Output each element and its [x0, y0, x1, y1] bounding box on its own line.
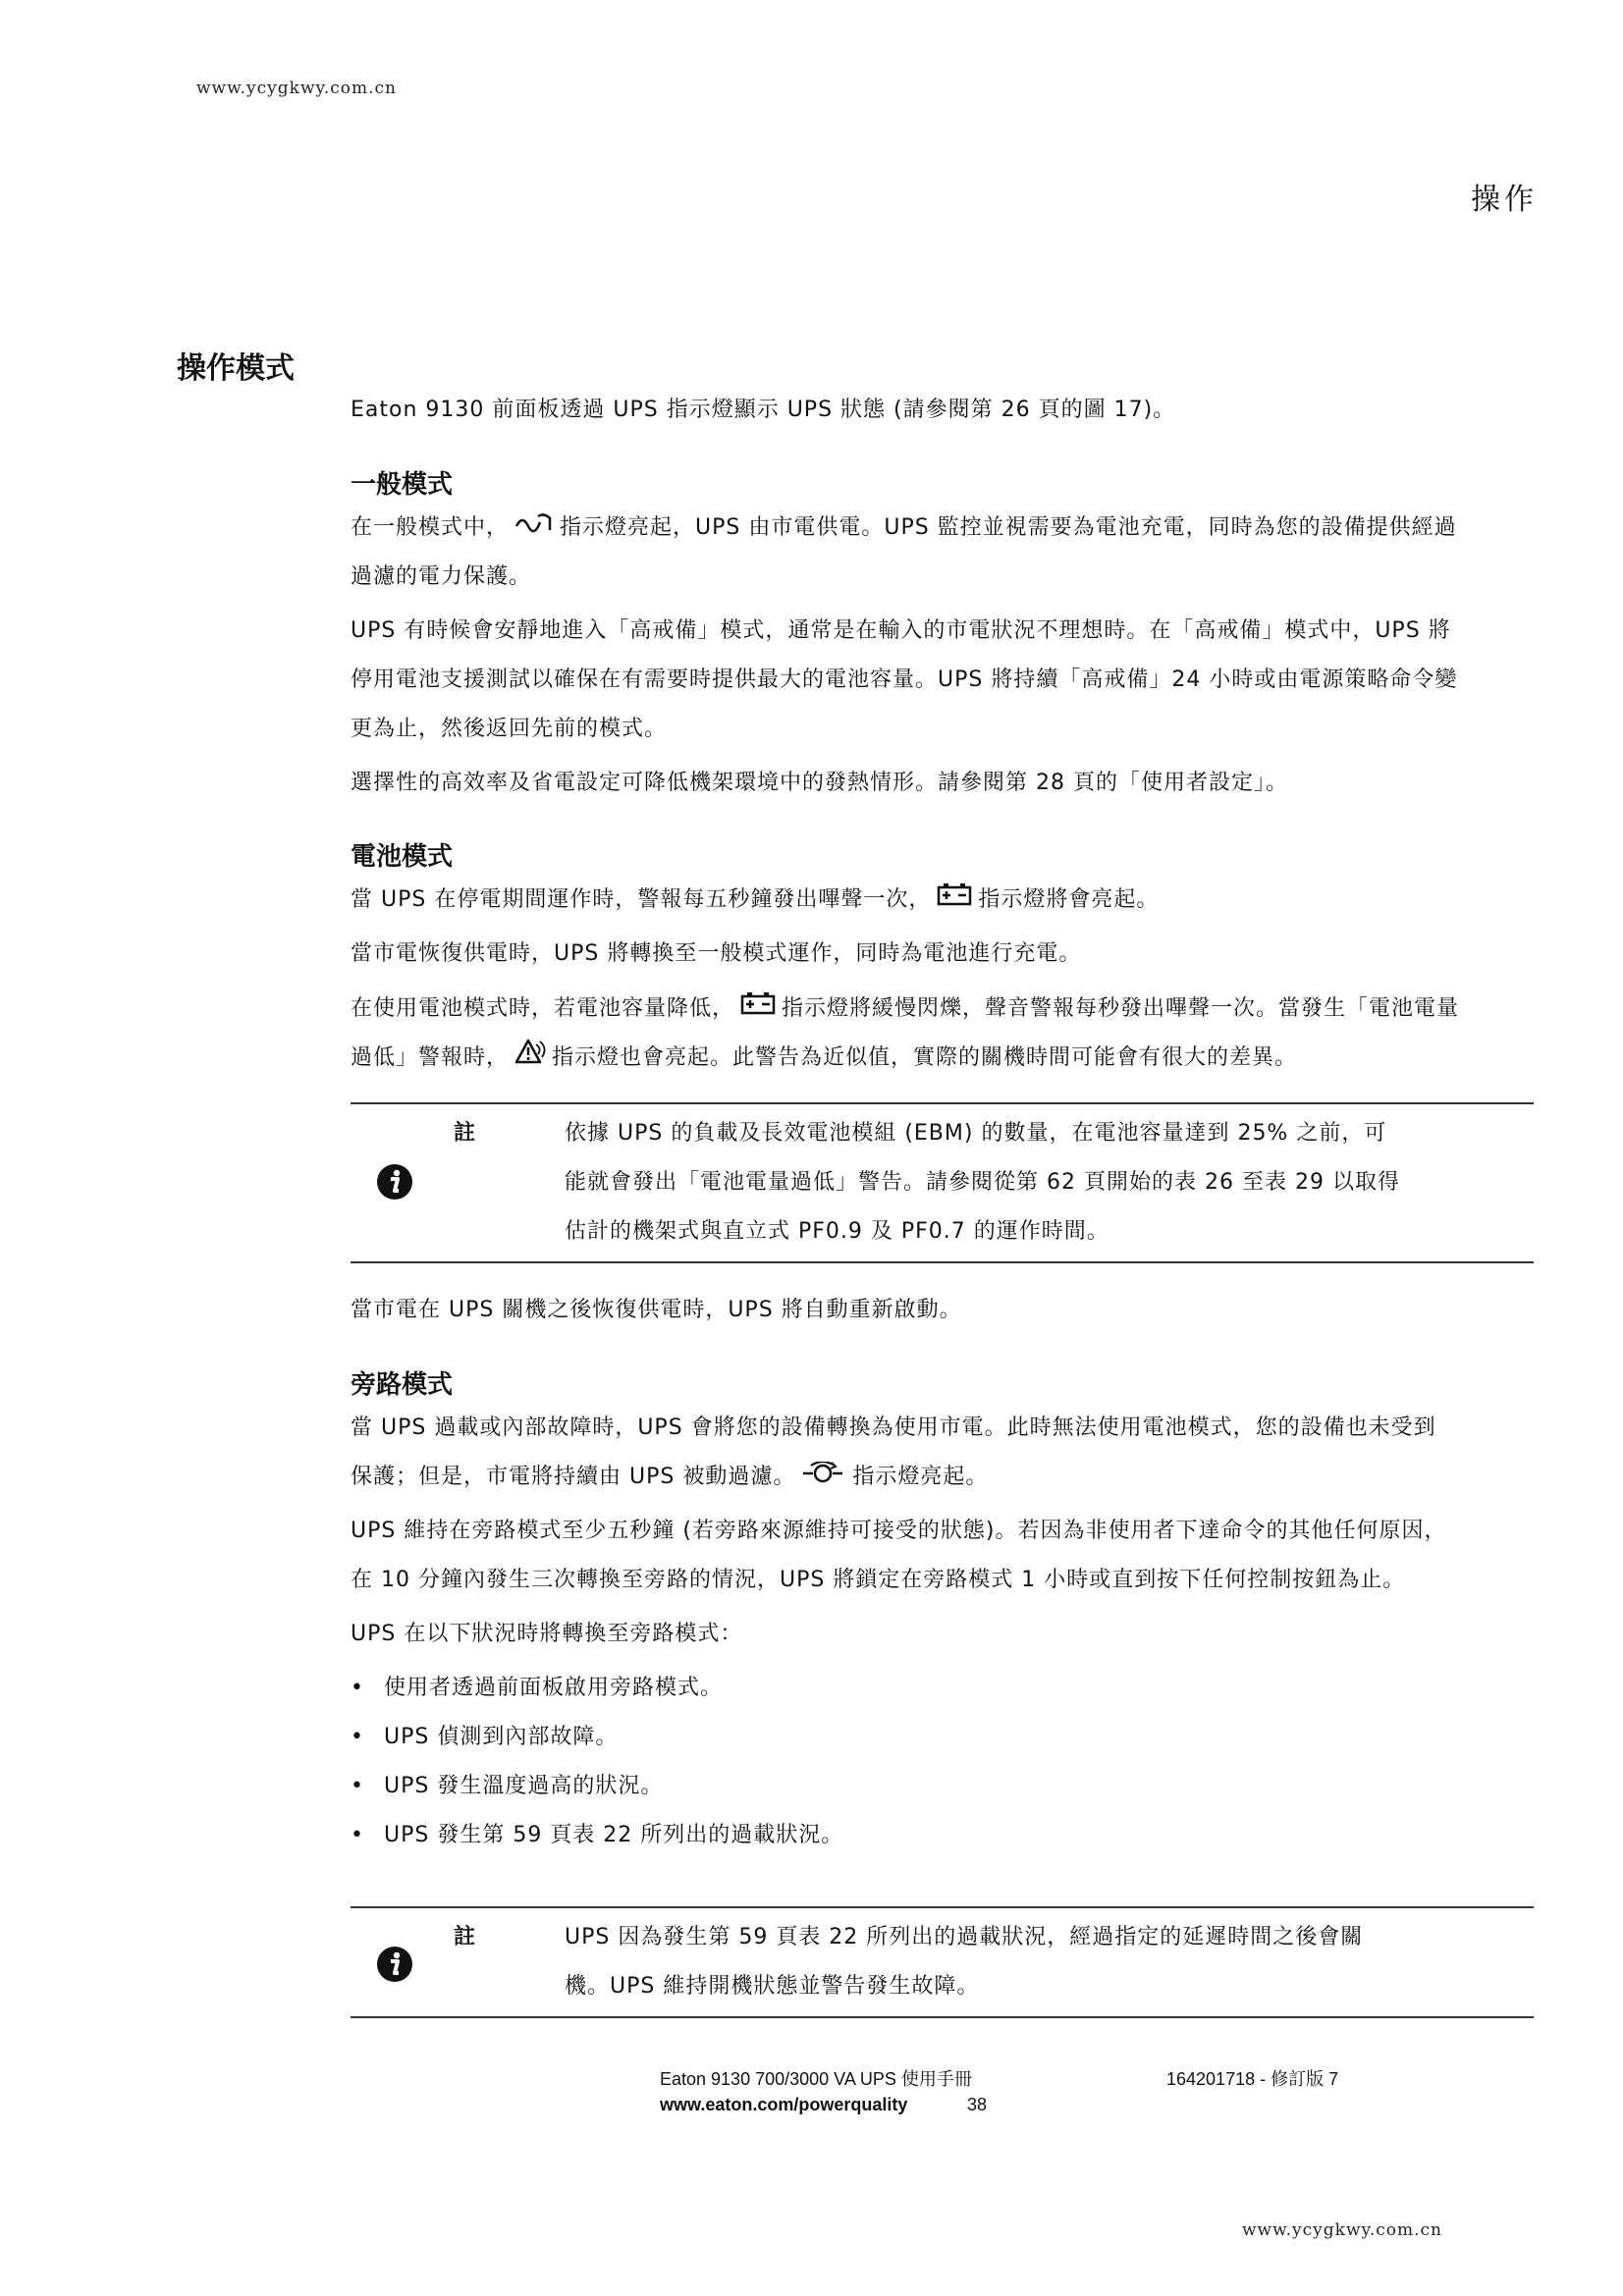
- battery-note-line1: 依據 UPS 的負載及長效電池模組 (EBM) 的數量，在電池容量達到 25% 之前，可: [565, 1121, 1387, 1146]
- battery-icon: [740, 985, 776, 1034]
- bypass-mode-p2-line2: 在 10 分鐘內發生三次轉換至旁路的情況，UPS 將鎖定在旁路模式 1 小時或直到按下任何控制按鈕為止。: [351, 1568, 1406, 1592]
- battery-note-line3: 估計的機架式與直立式 PF0.9 及 PF0.7 的運作時間。: [565, 1219, 1109, 1244]
- battery-mode-p3-a: 在使用電池模式時，若電池容量降低，: [351, 996, 735, 1021]
- battery-mode-p3-line1: [351, 985, 1459, 1034]
- battery-mode-p2: 當市電恢復供電時，UPS 將轉換至一般模式運作，同時為電池進行充電。: [351, 941, 1082, 966]
- battery-note-line2: 能就會發出「電池電量過低」警告。請參閱從第 62 頁開始的表 26 至表 29 以取得: [565, 1170, 1400, 1195]
- normal-mode-heading: 一般模式: [351, 470, 454, 500]
- footer-manual-title: Eaton 9130 700/3000 VA UPS 使用手冊: [660, 2069, 972, 2089]
- info-icon: [376, 1946, 413, 1983]
- list-item: • UPS 發生溫度過高的狀況。: [351, 1774, 664, 1798]
- battery-mode-p3-b: 指示燈將緩慢閃爍，聲音警報每秒發出嗶聲一次。當發生「電池電量: [782, 996, 1460, 1021]
- bypass-mode-p1-line1: 當 UPS 過載或內部故障時，UPS 會將您的設備轉換為使用市電。此時無法使用電池模式，您的設備也未受到: [351, 1415, 1436, 1440]
- bypass-note-line1: UPS 因為發生第 59 頁表 22 所列出的過載狀況，經過指定的延遲時間之後會關: [565, 1925, 1364, 1949]
- battery-mode-p3-c: 過低」警報時，: [351, 1045, 510, 1070]
- list-item-text: 使用者透過前面板啟用旁路模式。: [384, 1676, 724, 1700]
- battery-mode-p4: 當市電在 UPS 關機之後恢復供電時，UPS 將自動重新啟動。: [351, 1298, 962, 1322]
- note-label: 註: [454, 1925, 476, 1949]
- list-item-text: UPS 發生第 59 頁表 22 所列出的過載狀況。: [384, 1823, 844, 1847]
- intro-paragraph: Eaton 9130 前面板透過 UPS 指示燈顯示 UPS 狀態 (請參閱第 26 頁的圖 17)。: [351, 398, 1176, 422]
- note-label: 註: [454, 1121, 476, 1146]
- bypass-mode-heading: 旁路模式: [351, 1370, 454, 1400]
- bypass-mode-p3: UPS 在以下狀況時將轉換至旁路模式：: [351, 1622, 743, 1646]
- list-item-text: UPS 偵測到內部故障。: [384, 1725, 619, 1749]
- list-item-text: UPS 發生溫度過高的狀況。: [384, 1774, 664, 1798]
- battery-mode-p1-a: 當 UPS 在停電期間運作時，警報每五秒鐘發出嗶聲一次，: [351, 887, 932, 912]
- battery-mode-p1-b: 指示燈將會亮起。: [978, 887, 1160, 912]
- normal-mode-p1-line2: 過濾的電力保護。: [351, 564, 532, 589]
- bypass-note: [351, 1906, 1534, 2018]
- battery-mode-p3-line2: [351, 1034, 1297, 1083]
- normal-mode-p2-line1: UPS 有時候會安靜地進入「高戒備」模式，通常是在輸入的市電狀況不理想時。在「高戒備」模式中，UPS 將: [351, 618, 1451, 643]
- top-url: www.ycygkwy.com.cn: [196, 79, 398, 98]
- section-title: 操作: [1471, 183, 1538, 217]
- normal-mode-p1-a: 在一般模式中，: [351, 515, 510, 540]
- battery-mode-heading: 電池模式: [351, 842, 454, 872]
- footer-doc-id: 164201718 - 修訂版 7: [1166, 2069, 1339, 2089]
- bypass-icon: [801, 1453, 846, 1502]
- bypass-mode-p1-a: 保護；但是，市電將持續由 UPS 被動過濾。: [351, 1465, 796, 1489]
- battery-icon: [937, 876, 972, 925]
- battery-mode-p1: [351, 876, 1159, 925]
- list-item: • UPS 發生第 59 頁表 22 所列出的過載狀況。: [351, 1823, 844, 1847]
- normal-mode-p3: 選擇性的高效率及省電設定可降低機架環境中的發熱情形。請參閱第 28 頁的「使用者設定」。: [351, 771, 1288, 795]
- footer-page-number: 38: [967, 2095, 988, 2114]
- normal-mode-p1-b: 指示燈亮起，UPS 由市電供電。UPS 監控並視需要為電池充電，同時為您的設備提供經過: [560, 515, 1457, 540]
- bottom-url: www.ycygkwy.com.cn: [1242, 2220, 1443, 2240]
- normal-mode-p2-line3: 更為止，然後返回先前的模式。: [351, 717, 668, 741]
- warning-triangle-icon: [514, 1034, 546, 1083]
- battery-note: [351, 1102, 1534, 1263]
- normal-mode-p2-line2: 停用電池支援測試以確保在有需要時提供最大的電池容量。UPS 將持續「高戒備」24 小時或由電源策略命令變: [351, 667, 1458, 692]
- bypass-mode-p2-line1: UPS 維持在旁路模式至少五秒鐘 (若旁路來源維持可接受的狀態)。若因為非使用者下達命令的其他任何原因，: [351, 1519, 1447, 1543]
- bypass-mode-p1-b: 指示燈亮起。: [852, 1465, 989, 1489]
- ac-wave-icon: [514, 504, 554, 553]
- list-item: • UPS 偵測到內部故障。: [351, 1725, 619, 1749]
- battery-mode-p3-d: 指示燈也會亮起。此警告為近似值，實際的關機時間可能會有很大的差異。: [552, 1045, 1298, 1070]
- bypass-note-line2: 機。UPS 維持開機狀態並警告發生故障。: [565, 1974, 980, 1999]
- footer-website: www.eaton.com/powerquality: [660, 2095, 908, 2114]
- page-heading: 操作模式: [177, 351, 295, 386]
- info-icon: [376, 1163, 413, 1201]
- bypass-mode-p1-line2: [351, 1453, 988, 1502]
- list-item: • 使用者透過前面板啟用旁路模式。: [351, 1676, 724, 1700]
- normal-mode-p1-line1: [351, 504, 1457, 553]
